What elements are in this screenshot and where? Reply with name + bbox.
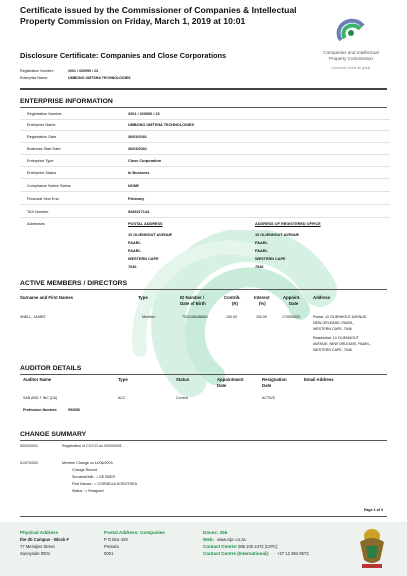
postal-address-line: PAARL (128, 249, 141, 253)
auditor-col-type: Type (118, 377, 128, 382)
enterprise-row-value: 9289217144 (128, 210, 150, 214)
postal-address-line: PAARL (128, 241, 141, 245)
enterprise-row-value: 2001 / 020090 / 23 (128, 112, 160, 116)
auditor-resign: ACTIVE (262, 396, 275, 400)
row-separator (20, 191, 390, 192)
postal-address-line: 7646 (128, 265, 137, 269)
footer-postal-line: Pretoria (104, 544, 119, 549)
change-detail: Status : = Resigned (72, 489, 104, 493)
footer (0, 522, 407, 576)
footer-physical-line: the dti Campus - Block F (20, 537, 70, 542)
member-postal-line: NEW ORLEANS, PAARL, (313, 321, 355, 325)
enterprise-row-value: UMBONO OMTSHA TECHNOLOGIES (128, 123, 195, 127)
enterprise-row-value: 30/03/2001 (128, 147, 148, 151)
auditor-status: Current (176, 396, 188, 400)
registered-address-line: PAARL (255, 249, 268, 253)
row-separator (20, 178, 390, 179)
footer-divider (20, 516, 387, 517)
enterprise-row-value: NONE (128, 184, 139, 188)
profession-value: 953056 (68, 408, 80, 412)
auditor-col-status: Status (176, 377, 190, 382)
col-header-dob: Date of Birth (180, 301, 206, 306)
col-header-interest-unit: (%) (259, 301, 266, 306)
enterprise-row-label: TAX Number (27, 210, 49, 214)
change-date: 30/03/2001 (20, 444, 38, 448)
auditor-divider (20, 374, 387, 375)
footer-centre-label: Contact Centre: (203, 544, 238, 549)
footer-intl-label: Contact Centre (International): (203, 551, 270, 556)
enterprise-row-value: Close Corporation (128, 159, 162, 163)
enterprise-row-label: Compliance Notice Status (27, 184, 71, 188)
row-separator (20, 217, 390, 218)
coat-of-arms-icon (354, 526, 390, 572)
enterprise-row-label: Enterprise Status (27, 171, 57, 175)
col-header-interest: Interest (254, 295, 270, 300)
member-id: 7312155186081 (182, 315, 208, 319)
footer-docex: Docex: 256 (203, 530, 228, 535)
auditor-col-appoint: Appointment (217, 377, 244, 382)
row-separator (20, 142, 390, 143)
member-residential-line: Residential: 10 OLIENHOUT (313, 336, 359, 340)
logo-line-1: Companies and Intellectual (323, 50, 379, 55)
auditor-name: SAB AND T INC (CA) (23, 396, 58, 400)
registered-address-line: WESTERN CAPE (255, 257, 286, 261)
footer-intl-value: +27 12 394 9573 (277, 551, 309, 556)
logo-line-2: Property Commission (329, 56, 373, 61)
enterprise-row-label: Enterprise Name (27, 123, 56, 127)
footer-web-link[interactable]: www.cipc.co.za (217, 537, 246, 542)
auditor-section-title: AUDITOR DETAILS (20, 365, 82, 372)
enterprise-row-label: Enterprise Type (27, 159, 54, 163)
change-detail: Change Record (72, 468, 98, 472)
auditor-col-resign-date: Date (262, 383, 272, 388)
enterprise-row-label: Business Start Date (27, 147, 61, 151)
enterprise-section-title: ENTERPRISE INFORMATION (20, 98, 113, 105)
reg-label: Registration Number: (20, 69, 54, 73)
member-interest: 100.00 (256, 315, 267, 319)
enterprise-row-label: Financial Year End (27, 197, 59, 201)
ent-value: UMBONO OMTSHA TECHNOLOGIES (68, 76, 131, 80)
auditor-type: ACC (118, 396, 126, 400)
footer-centre-value: 086 100 2472 (CIPC) (238, 544, 278, 549)
registered-address-line: PAARL (255, 241, 268, 245)
enterprise-row-value: February (128, 197, 145, 201)
member-postal-line: WESTERN CAPE, 7646 (313, 327, 352, 331)
col-header-contrib: Contrib. (224, 295, 241, 300)
disclosure-title: Disclosure Certificate: Companies and Close Corporations (20, 51, 227, 60)
col-header-type: Type (138, 295, 148, 300)
enterprise-row-value: 30/03/2001 (128, 135, 148, 139)
change-detail: First Names : = CORNELIA DOROTHEA (72, 482, 137, 486)
cipc-logo (315, 18, 387, 80)
enterprise-row-value: In Business (128, 171, 150, 175)
row-separator (20, 154, 390, 155)
postal-address-heading: POSTAL ADDRESS (128, 222, 163, 226)
members-divider (20, 289, 387, 290)
certificate-title-line-1: Certificate issued by the Commissioner of Companies & Intellectual (20, 5, 297, 15)
change-divider (20, 440, 387, 441)
ent-label: Enterprise Name: (20, 76, 48, 80)
change-detail: Surname/Initi : = DE BEER (72, 475, 116, 479)
postal-address-line: 10 OLIENHOUT AVENUE (128, 233, 173, 237)
change-text: Registration of CC/CO on 30/03/2001. (62, 444, 123, 448)
member-type: Member (142, 315, 156, 319)
enterprise-row-label: Registration Date (27, 135, 57, 139)
footer-physical-line: Sunnyside 0001 (20, 551, 51, 556)
auditor-col-appoint-date: Date (217, 383, 227, 388)
reg-value: 2001 / 020090 / 23 (68, 69, 98, 73)
change-text: Member Change on 11/06/2003. (62, 461, 114, 465)
registered-address-heading: ADDRESS OF REGISTERED OFFICE (255, 222, 321, 226)
col-header-appoint: Appoint. (283, 295, 301, 300)
page-number: Page 1 of 3 (364, 508, 383, 512)
member-name: SNELL, JAMES (20, 315, 46, 319)
logo-line-3: a member of the dti group (331, 66, 371, 70)
auditor-col-email: Email Address (304, 377, 334, 382)
enterprise-row-label: Addresses (27, 222, 45, 226)
change-section-title: CHANGE SUMMARY (20, 431, 87, 438)
postal-address-line: WESTERN CAPE (128, 257, 159, 261)
header-divider (20, 88, 387, 90)
change-date: 01/07/2003 (20, 461, 38, 465)
row-separator (20, 166, 390, 167)
enterprise-row-label: Registration Number (27, 112, 62, 116)
registered-address-line: 10 OLIENHOUT AVENUE (255, 233, 300, 237)
member-postal-line: Postal: 10 OLIENHOUT AVENUE, (313, 315, 368, 319)
footer-postal-line: P O Box 429 (104, 537, 128, 542)
member-residential-line: AVENUE, NEW ORLEANS, PAARL, (313, 342, 371, 346)
row-separator (20, 130, 390, 131)
col-header-appoint-date: Date (289, 301, 299, 306)
profession-label: Profession Number: (23, 408, 58, 412)
auditor-col-name: Auditor Name (23, 377, 52, 382)
cipc-logo-icon (333, 18, 369, 46)
member-residential-line: WESTERN CAPE, 7646 (313, 348, 352, 352)
row-separator (20, 204, 390, 205)
col-header-address: Address (313, 295, 331, 300)
footer-postal-line: 0001 (104, 551, 114, 556)
footer-web-label: Web: (203, 537, 215, 542)
members-section-title: ACTIVE MEMBERS / DIRECTORS (20, 280, 128, 287)
member-appoint-date: 17/09/2003 (282, 315, 300, 319)
col-header-id: ID Number / (180, 295, 205, 300)
footer-postal-title: Postal Address: Companies (104, 530, 165, 535)
col-header-contrib-unit: (R) (232, 301, 238, 306)
footer-physical-title: Physical Address (20, 530, 59, 535)
certificate-title-line-2: Property Commission on Friday, March 1, 2019 at 10:01 (20, 16, 246, 26)
registered-address-line: 7646 (255, 265, 264, 269)
enterprise-divider (20, 107, 387, 108)
footer-physical-line: 77 Meintjies Street (20, 544, 55, 549)
col-header-name: Surname and First Names (20, 295, 74, 300)
auditor-col-resign: Resignation (262, 377, 287, 382)
member-contrib: 100.00 (226, 315, 237, 319)
row-separator (20, 119, 390, 120)
